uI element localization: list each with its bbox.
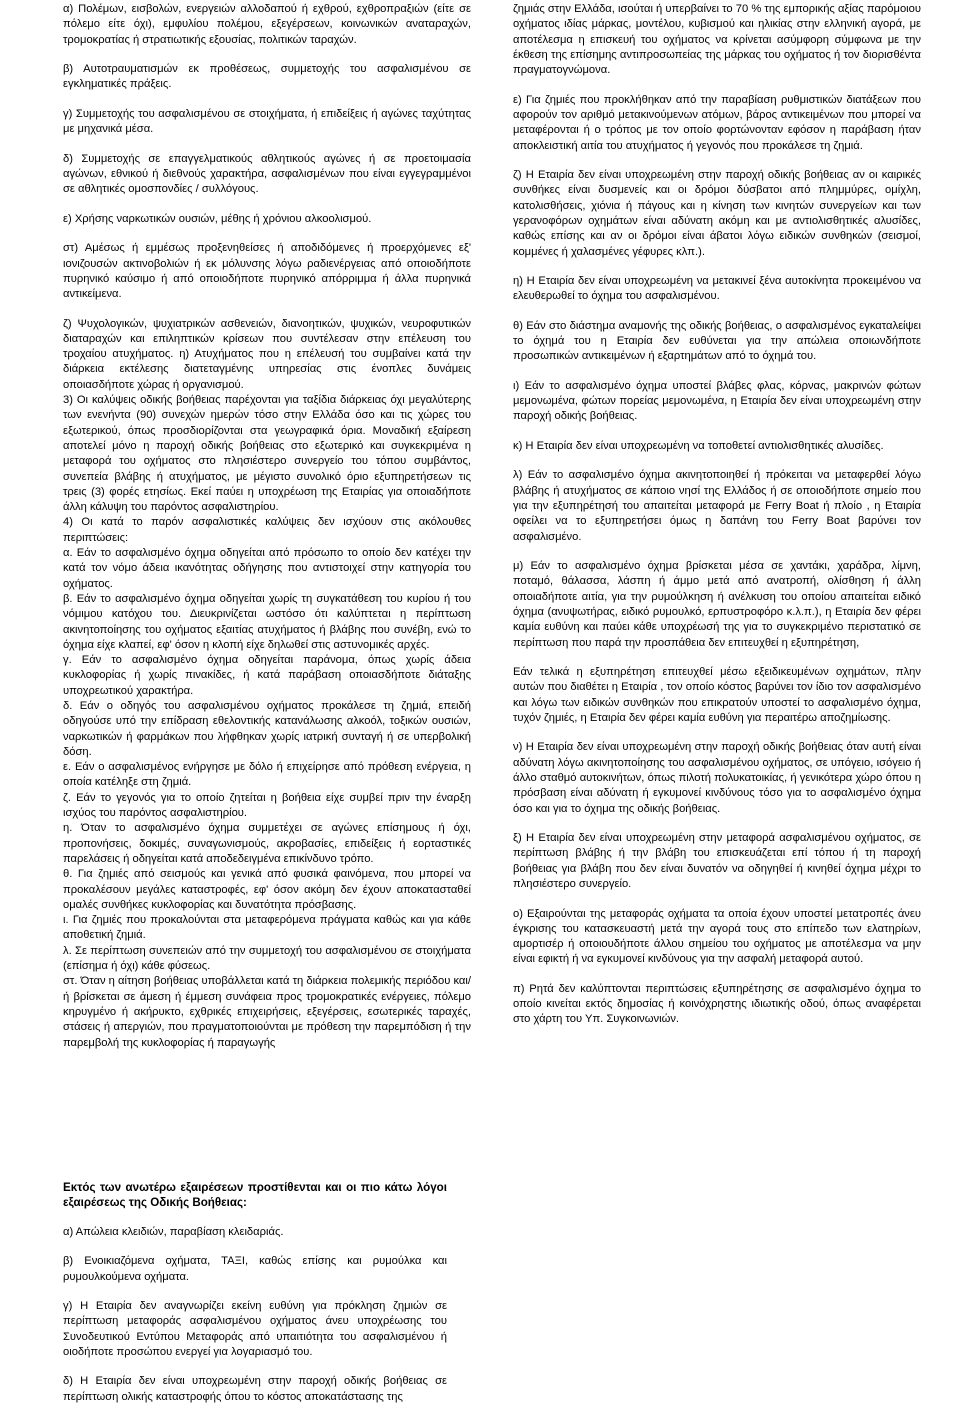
right-para-continued: ζημιάς στην Ελλάδα, ισούται ή υπερβαίνει το 70 % της εμπορικής αξίας παρόμοιου οχήματος ιδίας μάρκας, μοντέλου, κυβισμού και ηλικίας στην ελληνική αγορά, με αποτέλεσμα η επισκευή του οχήματος να κρίνεται ασύμφορη σύμφωνα με την έκθεση της επίσημης αντιπροσωπείας της μάρκας του οχήματος ή τον διορισθέντα πραγματογνώμονα. xyxy=(513,3,921,77)
additional-item-a: α) Απώλεια κλειδιών, παραβίαση κλειδαριάς. xyxy=(63,1225,284,1238)
clause-4-z: ζ. Εάν το γεγονός για το οποίο ζητείται η βοήθεια είχε συμβεί πριν την έναρξη ισχύος του παρόντος ασφαλιστηρίου. xyxy=(63,791,471,820)
right-para-o: ο) Εξαιρούνται της μεταφοράς οχήματα τα οποία έχουν υποστεί μετατροπές άνευ έγκρισης του κατασκευαστή μετά την αγορά τους στο επίπεδο των ελατηρίων, αμορτισέρ ή οποιουδήποτε άλλου σημείου του οχήματος με αποτέλεσμα να μην είναι εφικτή ή να εγκυμονεί κινδύνους για την ασφαλή μεταφορά αυτού. xyxy=(513,907,921,966)
right-para-i: ι) Εάν το ασφαλισμένο όχημα υποστεί βλάβες φλας, κόρνας, μακρινών φώτων μεμονωμένα, φώτων πορείας μεμονωμένα, η Εταιρία δεν είναι υποχρεωμένη στην παροχή οδικής βοήθειας. xyxy=(513,379,921,423)
additional-item-b: β) Ενοικιαζόμενα οχήματα, ΤΑΞΙ, καθώς επίσης και ρυμούλκα και ρυμουλκούμενα οχήματα. xyxy=(63,1255,447,1283)
right-para-k: κ) Η Εταιρία δεν είναι υποχρεωμένη να τοποθετεί αντιολισθητικές αλυσίδες. xyxy=(513,439,884,452)
additional-item-d: δ) Η Εταιρία δεν είναι υποχρεωμένη στην παροχή οδικής βοήθειας σε περίπτωση ολικής καταστροφής όπου το κόστος αποκατάστασης της xyxy=(63,1375,447,1403)
clause-4-h: η. Όταν το ασφαλισμένο όχημα συμμετέχει σε αγώνες επίσημους ή όχι, προπονήσεις, δοκιμές, συναγωνισμούς, ακροβασίες, επιδείξεις ή εορταστικές παρελάσεις ή οδηγείται κατά αποδεδειγμένα επικίνδυνο τρόπο. xyxy=(63,822,471,865)
exclusion-d: δ) Συμμετοχής σε επαγγελματικούς αθλητικούς αγώνες ή σε προετοιμασία αγώνων, εθνικού ή διεθνούς χαρακτήρα, ασφαλισμένων που είναι εγγεγραμμένοι σε αθλητικές ομοσπονδίες / συλλόγους. xyxy=(63,152,471,196)
right-para-l: λ) Εάν το ασφαλισμένο όχημα ακινητοποιηθεί ή πρόκειται να μεταφερθεί λόγω βλάβης ή ατυχήματος σε κάποιο νησί της Ελλάδος ή σε οποιοδήποτε σημείο που για την εξυπηρέτησή του απαιτείται μεταφορά με Ferry Boat ή πλοίο , η Εταιρία οφείλει να το εξυπηρετήσει όμως η δαπάνη του Ferry Boat βαρύνει τον ασφαλισμένο. xyxy=(513,469,921,543)
exclusion-st: στ) Αμέσως ή εμμέσως προξενηθείσες ή αποδιδόμενες ή προερχόμενες εξ' ιονιζουσών ακτινοβολιών ή εκ μόλυνσης λόγω ραδιενέργειας από οποιοδήποτε πυρηνικό καύσιμο ή από οποιοδήποτε πυρηνικό απόρριμμα ή άλλα πυρηνικά αντικείμενα. xyxy=(63,242,471,301)
right-column xyxy=(513,2,921,1028)
right-para-z: ζ) Η Εταιρία δεν είναι υποχρεωμένη στην παροχή οδικής βοήθειας αν οι καιρικές συνθήκες είναι δυσμενείς και οι δρόμοι δύσβατοι από πλημμύρες, ομίχλη, κατολισθήσεις, χιόνια ή πάγους και η κίνηση των κινητών συνεργείων και των γερανοφόρων οχημάτων είναι αδύνατη ακόμη και με αντιολισθητικές αλυσίδες, καθώς επίσης και αν οι δρόμοι είναι άβατοι λόγω ειδικών συνθηκών (σεισμοί, κομμένες ή χαλασμένες γέφυρες κλπ.). xyxy=(513,169,921,258)
additional-exclusions-heading: Εκτός των ανωτέρω εξαιρέσεων προστίθενται και οι πιο κάτω λόγοι εξαιρέσεως της Οδικής Βοήθειας: xyxy=(63,1181,447,1210)
additional-item-c: γ) Η Εταιρία δεν αναγνωρίζει εκείνη ευθύνη για πρόκληση ζημιών σε περίπτωση μεταφοράς ασφαλισμένου οχήματος άνευ υποχρέωσης του Συνοδευτικού Εντύπου Μεταφοράς από υπαιτιότητα του ασφαλισμένου ή οιοδήποτε προσώπου ενεργεί για λογαριασμό του. xyxy=(63,1300,447,1358)
additional-exclusions xyxy=(63,1180,447,1405)
exclusion-a: α) Πολέμων, εισβολών, ενεργειών αλλοδαπού ή εχθρού, εχθροπραξιών (είτε σε πόλεμο είτε όχι), εμφυλίου πολέμου, εξεγέρσεων, κοινωνικών αναταραχών, τρομοκρατίας ή στρατιωτικής εξουσίας, πολιτικών ταραχών. xyxy=(63,3,471,46)
exclusion-e: ε) Χρήσης ναρκωτικών ουσιών, μέθης ή χρόνιου αλκοολισμού. xyxy=(63,212,372,225)
left-column xyxy=(63,2,471,1051)
right-para-m-cont: Εάν τελικά η εξυπηρέτηση επιτευχθεί μέσω εξειδικευμένων οχημάτων, πλην αυτών που διαθέτει η Εταιρία , τον οποίο κόστος βαρύνει τον ίδιο τον ασφαλισμένο και λόγω των ειδικών συνθηκών που επικρατούν υποστεί το ασφαλισμένο όχημα, τυχόν ζημιές, η Εταιρία δεν φέρει καμία ευθύνη για περαιτέρω αποζημίωσης. xyxy=(513,666,921,724)
right-para-m: μ) Εάν το ασφαλισμένο όχημα βρίσκεται μέσα σε χαντάκι, χαράδρα, λίμνη, ποταμό, θάλασσα, λάσπη ή άμμο μετά από ανατροπή, ολίσθηση ή άλλη οποιαδήποτε αιτία, για την ρυμούλκηση ή ανέλκυση του οποίου απαιτείται ειδικό όχημα (ανυψωτήρας, ειδικό ρυμουλκό, ερπυστροφόρο κ.λ.π.), η Εταιρία δεν φέρει καμία ευθύνη και παύει κάθε υποχρέωσή της για το συγκεκριμένο περιστατικό σε περίπτωση που παρά την προσπάθεια δεν επιτευχθεί η εξυπηρέτηση, xyxy=(513,560,921,649)
clause-4-e: ε. Εάν ο ασφαλισμένος ενήργησε με δόλο ή επιχείρησε από πρόθεση ενέργεια, η οποία κατέληξε στη ζημιά. xyxy=(63,761,471,789)
right-para-e: ε) Για ζημιές που προκλήθηκαν από την παραβίαση ρυθμιστικών διατάξεων που αφορούν τον αριθμό μετακινούμενων ατόμων, βάρος αντικειμένων που μπορεί να μεταφέρονται ή ο τρόπος με τον οποίο φορτώνονταν εφόσον η παράβαση ήταν αποκλειστική αιτία του ατυχήματος ή γεγονός που προκάλεσε τη ζημιά. xyxy=(513,93,921,152)
clause-4-l: λ. Σε περίπτωση συνεπειών από την συμμετοχή του ασφαλισμένου σε στοιχήματα (επίσημα ή όχι) κάθε φύσεως. xyxy=(63,944,471,973)
right-para-p: π) Ρητά δεν καλύπτονται περιπτώσεις εξυπηρέτησης σε ασφαλισμένο όχημα το οποίο κινείται εκτός δημοσίας ή κοινόχρηστης ιδιωτικής οδού, όπως αναφέρεται στο χάρτη του Υπ. Συγκοινωνιών. xyxy=(513,982,921,1026)
clause-4: 4) Οι κατά το παρόν ασφαλιστικές καλύψεις δεν ισχύουν στις ακόλουθες περιπτώσεις: xyxy=(63,516,471,544)
clause-4-st: στ. Όταν η αίτηση βοήθειας υποβάλλεται κατά τη διάρκεια πολεμικής περιόδου και/ή βρίσκεται σε άμεση ή έμμεση συνάφεια προς τρομοκρατικές ενέργειες, πόλεμο κηρυγμένο ή ακήρυκτο, εχθρικές επιχειρήσεις, εξεγέρσεις, εσωτερικές ταραχές, στάσεις ή απεργιών, που πραγματοποιούνται με πρόθεση την παρεμπόδιση ή την παρεμβολή της κυκλοφορίας ή παραγωγής xyxy=(63,975,471,1049)
exclusion-b: β) Αυτοτραυματισμών εκ προθέσεως, συμμετοχής του ασφαλισμένου σε εγκληματικές πράξεις. xyxy=(63,63,471,91)
clause-4-c: γ. Εάν το ασφαλισμένο όχημα οδηγείται παράνομα, όπως χωρίς άδεια κυκλοφορίας ή χωρίς πινακίδες, ή κατά παράβαση οποιασδήποτε διάταξης υποχρεωτικού χαρακτήρα. xyxy=(63,654,471,697)
exclusion-c: γ) Συμμετοχής του ασφαλισμένου σε στοιχήματα, ή επιδείξεις ή αγώνες ταχύτητας με μηχανικά μέσα. xyxy=(63,107,471,136)
right-para-th: θ) Εάν στο διάστημα αναμονής της οδικής βοήθειας, ο ασφαλισμένος εγκαταλείψει το όχημά του η Εταιρία δεν ευθύνεται για την απώλεια οποιωνδήποτε προσωπικών αντικειμένων ή εξαρτημάτων από το όχημά του. xyxy=(513,319,921,363)
right-para-n: ν) Η Εταιρία δεν είναι υποχρεωμένη στην παροχή οδικής βοήθειας όταν αυτή είναι αδύνατη λόγω ακινητοποίησης του ασφαλισμένου οχήματος, σε υπόγειο, ισόγειο ή άλλο σταθμό αυτοκινήτων, όπως πιλοτή πολυκατοικίας, ή γενικότερα χώρο όπου η πρόσβαση είναι αδύνατη ή εγκυμονεί κινδύνους τόσο για το ασφαλισμένο όχημα όσο και για το όχημα της οδικής βοήθειας. xyxy=(513,741,921,815)
exclusion-z: ζ) Ψυχολογικών, ψυχιατρικών ασθενειών, διανοητικών, ψυχικών, νευροφυτικών διαταραχών και επιληπτικών κρίσεων που συντέλεσαν στην επέλευση του τροχαίου ατυχήματος. η) Ατυχήματος που η επέλευσή του συμβαίνει κατά την διάρκεια εκτέλεσης διατεταγμένης υπηρεσίας στις ένοπλες δυνάμεις οποιασδήποτε χώρας ή οργανισμού. xyxy=(63,317,471,391)
right-para-ks: ξ) Η Εταιρία δεν είναι υποχρεωμένη στην μεταφορά ασφαλισμένου οχήματος, σε περίπτωση βλάβης ή την βλάβη του επισκευάζεται επί τόπου ή τη παροχή βοήθειας για βλάβη που δεν είναι δυνατόν να οδηγηθεί ή κινηθεί όχημα μέχρι το πλησιέστερο συνεργείο. xyxy=(513,832,921,891)
clause-3: 3) Οι καλύψεις οδικής βοήθειας παρέχονται για ταξίδια διάρκειας όχι μεγαλύτερης των ενενήντα (90) συνεχών ημερών τόσο στην Ελλάδα όσο και τις χώρες του εξωτερικού, όπως προσδιορίζονται στα γεωγραφικά όρια. Μοναδική εξαίρεση αποτελεί μόνο η παροχή οδικής βοήθειας στο εξωτερικό και συγκεκριμένα η μεταφορά του οχήματος στο πλησιέστερο συνεργείο του τόπου συμβάντος, συνεπεία βλάβης ή ατυχήματος, με μέγιστο συνολικό όριο εξυπηρετήσεων τις τρεις (3) φορές ετησίως. Εκεί παύει η υποχρέωση της Εταιρίας για οποιαδήποτε άλλη κάλυψη του παρόντος ασφαλιστηρίου. xyxy=(63,394,471,514)
clause-4-i: ι. Για ζημιές που προκαλούνται στα μεταφερόμενα πράγματα καθώς και για κάθε αποθετική ζημιά. xyxy=(63,914,471,942)
right-para-h: η) Η Εταιρία δεν είναι υποχρεωμένη να μετακινεί ξένα αυτοκίνητα προκειμένου να ελευθερωθεί το όχημα του ασφαλισμένου. xyxy=(513,275,921,303)
clause-4-a: α. Εάν το ασφαλισμένο όχημα οδηγείται από πρόσωπο το οποίο δεν κατέχει την κατά τον νόμο άδεια ικανότητας οδήγησης που αντιστοιχεί στην κατηγορία του οχήματος. xyxy=(63,547,471,590)
clause-4-d: δ. Εάν ο οδηγός του ασφαλισμένου οχήματος προκάλεσε τη ζημιά, επειδή οδηγούσε υπό την επίδραση εθελοντικής κατανάλωσης αλκοόλ, τοξικών ουσιών, ναρκωτικών ή φαρμάκων που λήφθηκαν χωρίς ιατρική συνταγή ή σε υπερβολική δόση. xyxy=(63,700,471,758)
clause-4-th: θ. Για ζημιές από σεισμούς και γενικά από φυσικά φαινόμενα, που μπορεί να προκαλέσουν μεγάλες καταστροφές, εφ' όσον ακόμη δεν έχουν αποκατασταθεί ομαλές συνθήκες κυκλοφορίας και δυνατότητα πρόσβασης. xyxy=(63,868,471,911)
clause-4-b: β. Εάν το ασφαλισμένο όχημα οδηγείται χωρίς τη συγκατάθεση του κυρίου ή του νόμιμου κατόχου του. Διευκρινίζεται ωστόσο ότι καλύπτεται η περίπτωση ακινητοποίησης του οχήματος εξαιτίας ατυχήματος ή βλάβης που συνέβη, ενώ το όχημα είχε κλαπεί, εφ' όσον η κλοπή είχε δηλωθεί στις αστυνομικές αρχές. xyxy=(63,592,471,651)
